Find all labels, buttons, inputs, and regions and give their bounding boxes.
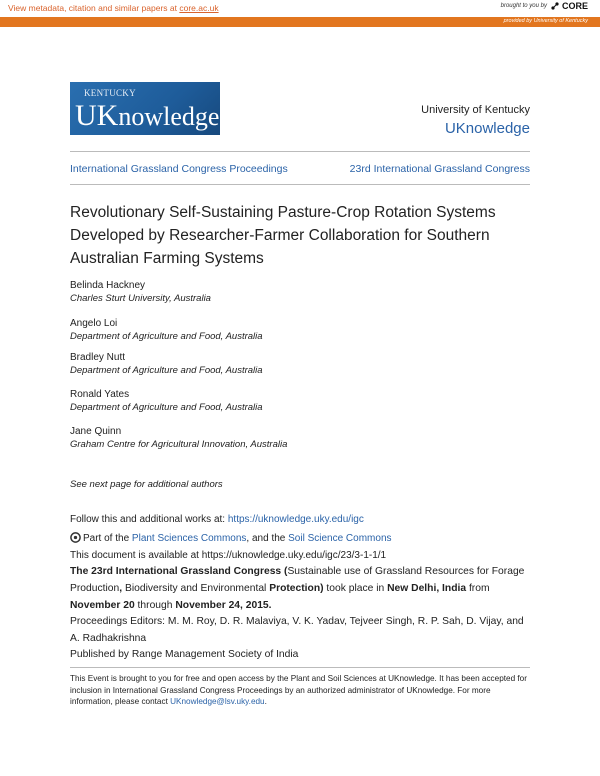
core-link-text[interactable]: core.ac.uk bbox=[179, 3, 219, 13]
core-logo[interactable] bbox=[550, 1, 588, 11]
congress-part: The 23rd International Grassland Congress ( bbox=[70, 566, 288, 577]
core-brand[interactable] bbox=[501, 1, 588, 11]
core-logo-icon bbox=[550, 1, 560, 11]
follow-line bbox=[70, 514, 364, 525]
logo-word-big: UK bbox=[75, 99, 119, 132]
follow-url-link[interactable]: https://uknowledge.uky.edu/igc bbox=[227, 514, 364, 525]
footer-text: This Event is brought to you for free and open access by the Plant and Soil Sciences at UKnowledge. It has been accepted for inclusion in International Grassland Congress Proceedings by an authorized administrator of UKnowledge. For more information, please contact bbox=[70, 674, 527, 706]
divider-top bbox=[70, 151, 530, 152]
repository-name[interactable]: UKnowledge bbox=[444, 120, 530, 137]
core-metadata-link[interactable] bbox=[8, 3, 219, 13]
congress-part: November 24, 2015. bbox=[175, 600, 272, 611]
divider-footer bbox=[70, 667, 530, 668]
author-name: Bradley Nutt bbox=[70, 352, 126, 363]
core-logo-text: CORE bbox=[561, 1, 588, 11]
brought-by-text: brought to you by bbox=[500, 3, 547, 9]
part-of-middle: , and the bbox=[246, 533, 289, 544]
core-banner bbox=[0, 0, 600, 17]
paper-title: Revolutionary Self-Sustaining Pasture-Crop Rotation Systems Developed by Researcher-Farmer Collaboration for Southern Australian Farming Systems bbox=[70, 204, 496, 267]
author-affiliation: Department of Agriculture and Food, Australia bbox=[70, 365, 263, 376]
logo-kentucky-text: KENTUCKY bbox=[84, 88, 136, 98]
commons-network-icon bbox=[70, 532, 81, 543]
congress-description bbox=[70, 563, 532, 614]
congress-part: through bbox=[137, 600, 176, 611]
congress-part: from bbox=[468, 583, 490, 594]
author-name: Belinda Hackney bbox=[70, 280, 146, 291]
congress-part: Protection) bbox=[269, 583, 327, 594]
author-affiliation: Department of Agriculture and Food, Australia bbox=[70, 402, 263, 413]
congress-part: took place in bbox=[326, 583, 388, 594]
contact-email-link[interactable]: UKnowledge@lsv.uky.edu bbox=[170, 697, 265, 706]
plant-sciences-commons-link[interactable]: Plant Sciences Commons bbox=[131, 533, 247, 544]
nav-congress-link[interactable]: 23rd International Grassland Congress bbox=[349, 163, 530, 175]
author-affiliation: Charles Sturt University, Australia bbox=[70, 293, 211, 304]
author-affiliation: Graham Centre for Agricultural Innovation, Australia bbox=[70, 439, 288, 450]
provided-by-text: provided by University of Kentucky bbox=[503, 18, 588, 24]
author-name: Ronald Yates bbox=[70, 389, 130, 400]
congress-part: Sustainable use of Grassland Resources for Forage Production bbox=[70, 566, 525, 594]
logo-wordmark bbox=[75, 99, 219, 133]
core-link-prefix: View metadata, citation and similar papers at bbox=[8, 3, 180, 13]
university-name: University of Kentucky bbox=[421, 104, 530, 116]
uknowledge-logo[interactable] bbox=[70, 82, 220, 135]
availability-line: This document is available at https://uknowledge.uky.edu/igc/23/3-1-1/1 bbox=[70, 550, 387, 561]
part-of-line bbox=[70, 532, 392, 544]
core-provided-bar bbox=[0, 17, 600, 27]
proceedings-editors: Proceedings Editors: M. M. Roy, D. R. Malaviya, V. K. Yadav, Tejveer Singh, R. P. Sah, D. Vijay, and A. Radhakrishna bbox=[70, 616, 524, 644]
author-name: Angelo Loi bbox=[70, 318, 118, 329]
congress-part: November 20 bbox=[70, 600, 138, 611]
nav-proceedings-link[interactable]: International Grassland Congress Proceedings bbox=[70, 163, 288, 175]
publisher-line: Published by Range Management Society of India bbox=[70, 649, 299, 660]
footer-end: . bbox=[264, 697, 267, 706]
see-next-note: See next page for additional authors bbox=[70, 479, 223, 490]
follow-prefix: Follow this and additional works at: bbox=[70, 514, 228, 525]
soil-science-commons-link[interactable]: Soil Science Commons bbox=[288, 533, 392, 544]
divider-nav bbox=[70, 184, 530, 185]
author-name: Jane Quinn bbox=[70, 426, 122, 437]
author-affiliation: Department of Agriculture and Food, Australia bbox=[70, 331, 263, 342]
part-of-prefix: Part of the bbox=[83, 533, 132, 544]
footer-notice bbox=[70, 673, 532, 708]
congress-part: New Delhi, India bbox=[387, 583, 469, 594]
logo-word-rest: nowledge bbox=[118, 102, 220, 131]
congress-part: , bbox=[119, 583, 125, 594]
congress-part: Biodiversity and Environmental bbox=[124, 583, 270, 594]
